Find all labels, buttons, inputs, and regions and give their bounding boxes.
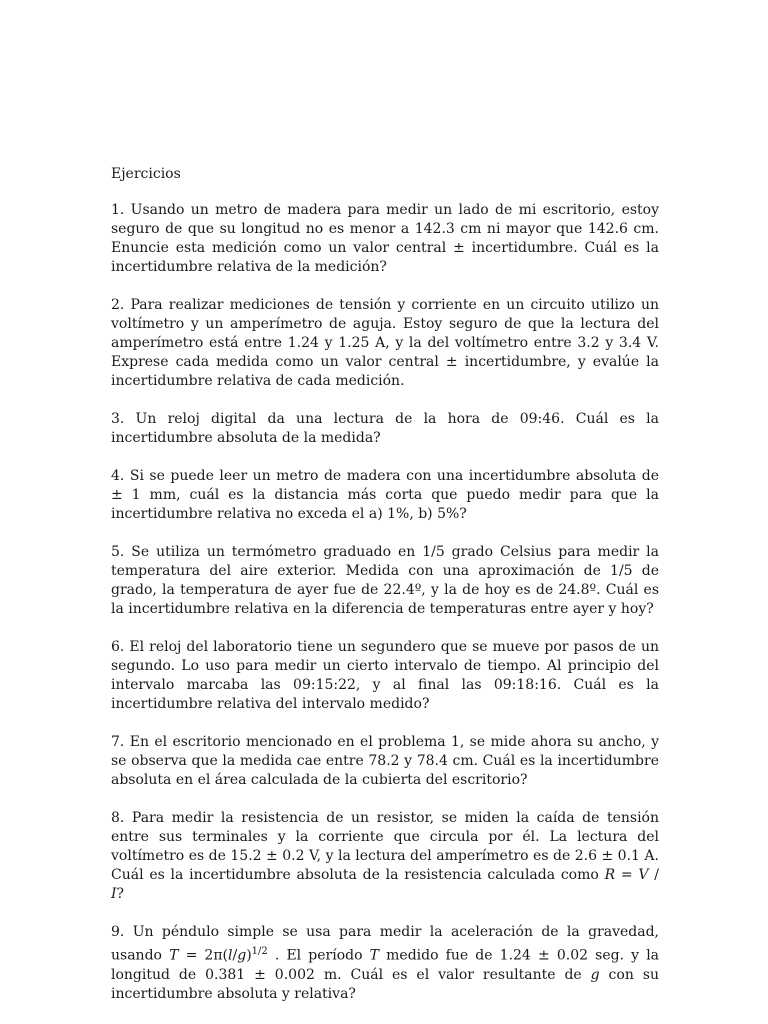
exercise-9 [111,923,659,1004]
exercise-9-text-end: con su incertidumbre absoluta y relativa? [111,966,659,1002]
exercise-6: 6. El reloj del laboratorio tiene un segundero que se mueve por pasos de un segundo. Lo uso para medir un cierto intervalo de tiempo. Al principio del intervalo marcaba las 09:15:22, y al final las 09:18:16. Cuál es la incertidumbre relativa del intervalo medido? [111,639,659,712]
formula-slash: / [648,867,659,883]
exercise-9-text-start: 9. Un péndulo simple se usa para medir la aceleración de la gravedad, usando [111,924,659,964]
formula-exponent: 1/2 [251,946,268,957]
exercise-8-text: 8. Para medir la resistencia de un resistor, se miden la caída de tensión entre sus terminales y la corriente que circula por él. La lectura del voltímetro es de 15.2 ± 0.2 V, y la lectura del amperímetro es de 2.6 ± 0.1 A. Cuál es la incertidumbre absoluta de la resistencia calculada como [111,810,659,883]
exercise-5: 5. Se utiliza un termómetro graduado en 1/5 grado Celsius para medir la temperatura del aire exterior. Medida con una aproximación de 1/5 de grado, la temperatura de ayer fue de 22.4º, y la de hoy es de 24.8º. Cuál es la incertidumbre relativa en la diferencia de temperaturas entre ayer y hoy? [111,544,659,617]
exercise-9-text-mid2: medido fue de 1.24 ± 0.02 seg. y la longitud de 0.381 ± 0.002 m. Cuál es el valor resultante de [111,947,660,983]
exercise-8-end: ? [116,886,125,902]
exercise-1: 1. Usando un metro de madera para medir un lado de mi escritorio, estoy seguro de que su longitud no es menor a 142.3 cm ni mayor que 142.6 cm. Enuncie esta medición como un valor central ± incertidumbre. Cuál es la incertidumbre relativa de la medición? [111,202,659,275]
formula-equals: = [615,867,639,883]
exercise-3: 3. Un reloj digital da una lectura de la hora de 09:46. Cuál es la incertidumbre absoluta de la medida? [111,411,659,446]
exercise-8 [111,809,659,904]
exercise-7: 7. En el escritorio mencionado en el problema 1, se mide ahora su ancho, y se observa que la medida cae entre 78.2 y 78.4 cm. Cuál es la incertidumbre absoluta en el área calculada de la cubierta del escritorio? [111,734,659,788]
var-g: g [590,966,600,983]
formula-i: I [111,886,117,902]
page-heading: Ejercicios [111,166,181,182]
exercise-9-text-mid: . El período [267,947,370,964]
formula-close: ) [246,947,252,964]
exercise-2: 2. Para realizar mediciones de tensión y corriente en un circuito utilizo un voltímetro y un amperímetro de aguja. Estoy seguro de que la lectura del amperímetro está entre 1.24 y 1.25 A, y la del voltímetro entre 3.2 y 3.4 V. Exprese cada medida como un valor central ± incertidumbre, y evalúe la incertidumbre relativa de cada medición. [111,297,659,389]
formula-t: T [169,947,179,964]
formula-v: V [638,867,649,883]
formula-g: g [237,947,247,964]
formula-slash-2: / [232,947,238,964]
exercise-4: 4. Si se puede leer un metro de madera con una incertidumbre absoluta de ± 1 mm, cuál es la distancia más corta que puedo medir para que la incertidumbre relativa no exceda el a) 1%, b) 5%? [111,468,659,522]
var-t: T [369,947,380,964]
document-page [111,165,659,1004]
formula-l: l [228,947,233,964]
formula-equals-2pi: = 2π( [178,947,229,964]
formula-r: R [604,867,616,883]
